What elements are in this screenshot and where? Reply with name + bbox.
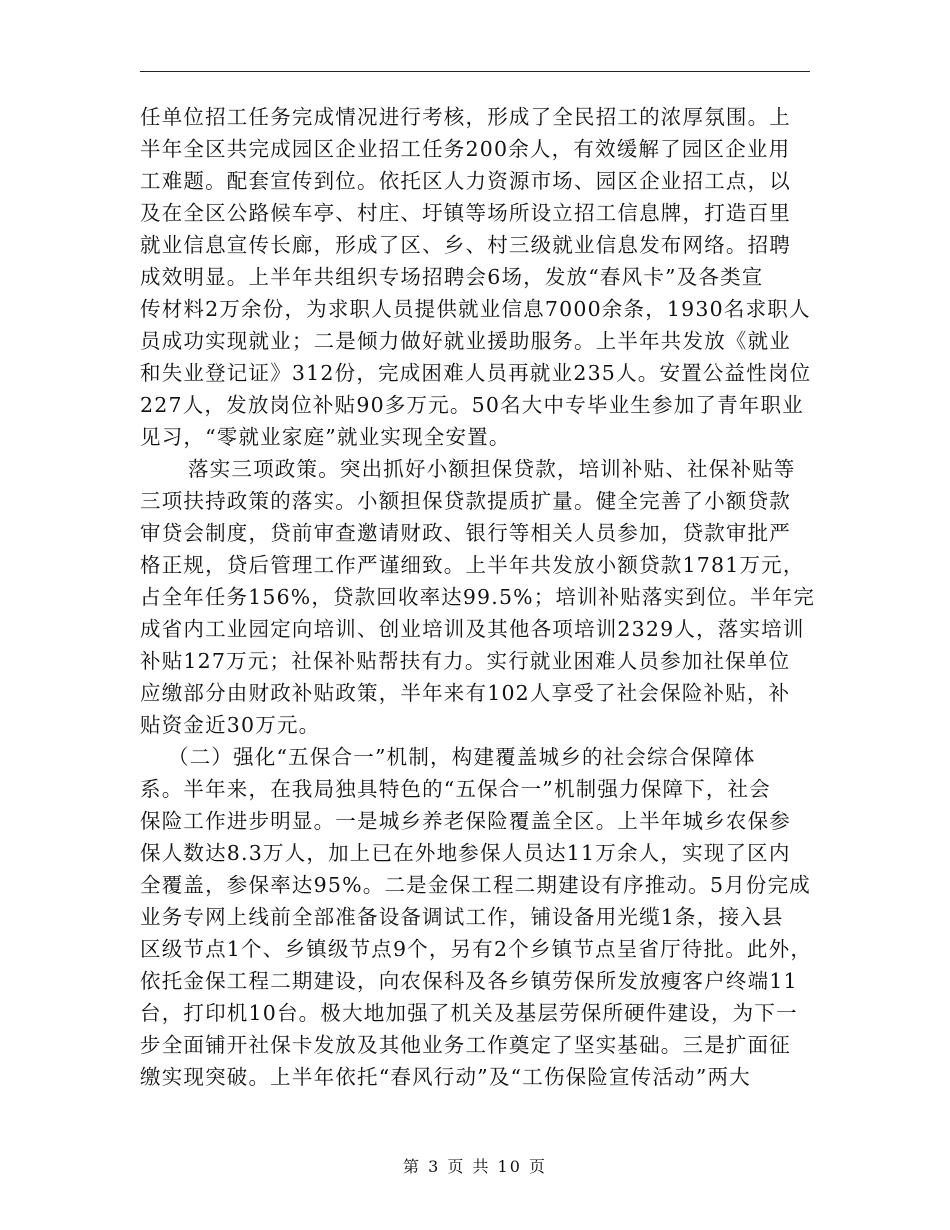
text-line: 缴实现突破。上半年依托“春风行动”及“工伤保险宣传活动”两大 [140,1065,751,1089]
text-line: 全覆盖，参保率达95%。二是金保工程二期建设有序推动。5月份完成 [140,873,812,897]
text-line: 三项扶持政策的落实。小额担保贷款提质扩量。健全完善了小额贷款 [140,489,791,513]
text-line: 和失业登记证》312份，完成困难人员再就业235人。安置公益性岗位 [140,361,812,385]
text-line: 贴资金近30万元。 [140,713,321,737]
page-number-footer: 第 3 页 共 10 页 [403,1157,547,1176]
text-line: 应缴部分由财政补贴政策，半年来有102人享受了社会保险补贴，补 [140,681,791,705]
text-line: 台，打印机10台。极大地加强了机关及基层劳保所硬件建设，为下一 [140,1001,798,1025]
text-line: 半年全区共完成园区企业招工任务200余人，有效缓解了园区企业用 [140,137,791,161]
text-line: 传材料2万余份，为求职人员提供就业信息7000余条，1930名求职人 [140,297,811,321]
text-line: 审贷会制度，贷前审查邀请财政、银行等相关人员参加，贷款审批严 [140,521,791,545]
header-rule [140,71,810,72]
text-line: 业务专网上线前全部准备设备调试工作，铺设备用光缆1条，接入县 [140,905,784,929]
text-line: 就业信息宣传长廊，形成了区、乡、村三级就业信息发布网络。招聘 [140,233,791,257]
text-line: 员成功实现就业；二是倾力做好就业援助服务。上半年共发放《就业 [140,329,791,353]
text-line: 步全面铺开社保卡发放及其他业务工作奠定了坚实基础。三是扩面征 [140,1033,791,1057]
text-line: 227人，发放岗位补贴90多万元。50名大中专毕业生参加了青年职业 [140,393,804,417]
paragraph-start-line: 落实三项政策。突出抓好小额担保贷款，培训补贴、社保补贴等 [188,457,796,481]
text-line: 格正规，贷后管理工作严谨细致。上半年共发放小额贷款1781万元， [140,553,805,577]
text-line: 补贴127万元；社保补贴帮扶有力。实行就业困难人员参加社保单位 [140,649,791,673]
text-line: 占全年任务156%，贷款回收率达99.5%；培训补贴落实到位。半年完 [140,585,816,609]
text-line: 成效明显。上半年共组织专场招聘会6场，发放“春风卡”及各类宣 [140,265,764,289]
text-line: 依托金保工程二期建设，向农保科及各乡镇劳保所发放瘦客户终端11 [140,969,798,993]
text-line: 系。半年来，在我局独具特色的“五保合一”机制强力保障下，社会 [140,777,771,801]
section-heading-line: （二）强化“五保合一”机制，构建覆盖城乡的社会综合保障体 [168,745,756,769]
text-line: 工难题。配套宣传到位。依托区人力资源市场、园区企业招工点，以 [140,169,791,193]
text-line: 见习，“零就业家庭”就业实现全安置。 [140,425,511,449]
text-line: 及在全区公路候车亭、村庄、圩镇等场所设立招工信息牌，打造百里 [140,201,791,225]
text-line: 保险工作进步明显。一是城乡养老保险覆盖全区。上半年城乡农保参 [140,809,791,833]
text-line: 任单位招工任务完成情况进行考核，形成了全民招工的浓厚氛围。上 [140,105,791,129]
text-line: 保人数达8.3万人，加上已在外地参保人员达11万余人，实现了区内 [140,841,791,865]
text-line: 成省内工业园定向培训、创业培训及其他各项培训2329人，落实培训 [140,617,805,641]
text-line: 区级节点1个、乡镇级节点9个，另有2个乡镇节点呈省厅待批。此外， [140,937,813,961]
